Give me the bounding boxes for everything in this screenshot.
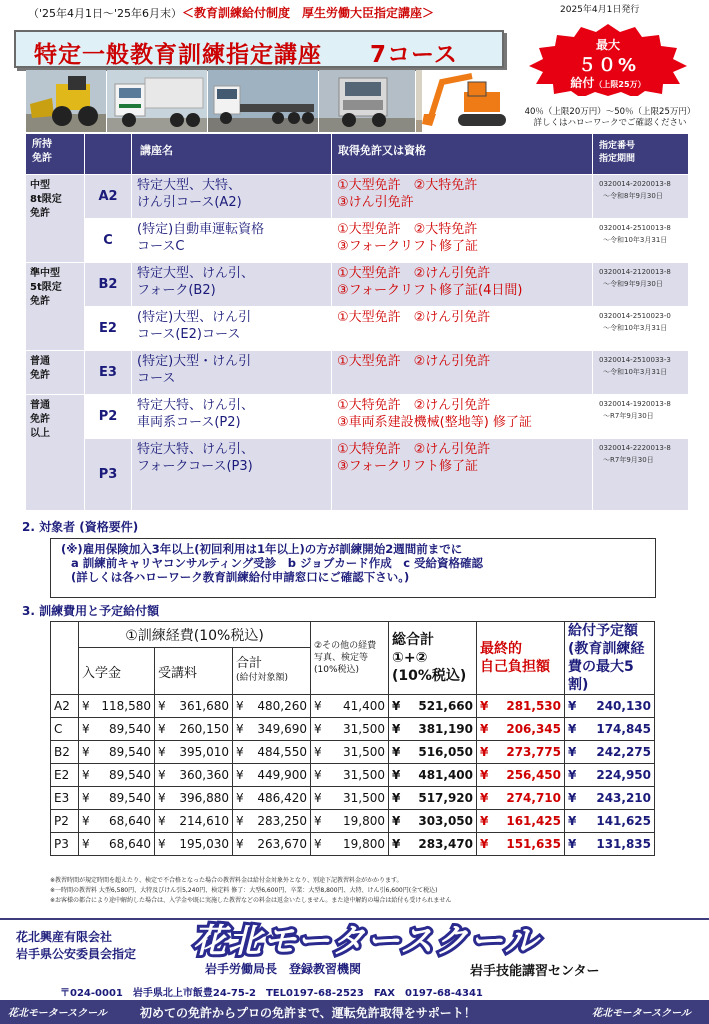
registered-org: 岩手労働局長 登録教習機関 [205, 962, 362, 976]
fee-admission [79, 787, 155, 810]
yen-sign: ¥ [392, 722, 401, 736]
yen-sign: ¥ [236, 768, 244, 782]
fee-row-code [51, 741, 79, 764]
fee-total [389, 787, 477, 810]
fee-benefit [565, 741, 655, 764]
fee-other [311, 695, 389, 718]
course-code: E2 [85, 307, 131, 350]
course-approval [593, 395, 688, 438]
fee-header-admission: 入学金 [79, 648, 155, 695]
yen-sign: ¥ [314, 837, 322, 851]
yen-sign: ¥ [480, 791, 489, 805]
fee-self-pay [477, 695, 565, 718]
fee-table [50, 621, 655, 856]
license-group: 普通 免許 以上 [26, 395, 84, 510]
fee-self-pay [477, 810, 565, 833]
fee-subtotal [233, 810, 311, 833]
fee-subtotal [233, 718, 311, 741]
col-header-license [26, 134, 84, 174]
fee-tuition [155, 810, 233, 833]
yen-sign: ¥ [480, 814, 489, 828]
approval-number: 0320014-2120013-8 [599, 268, 671, 276]
amount: 89,540 [109, 768, 151, 782]
logo-small-left: 花北モータースクール [8, 1008, 107, 1019]
yen-sign: ¥ [236, 837, 244, 851]
fee-header-benefit [565, 622, 655, 695]
fee-subtotal [233, 787, 311, 810]
amount: 41,400 [343, 699, 385, 713]
fee-self-pay [477, 741, 565, 764]
amount: 68,640 [109, 814, 151, 828]
yen-sign: ¥ [568, 699, 577, 713]
course-table [26, 134, 688, 510]
yen-sign: ¥ [158, 745, 166, 759]
fee-other [311, 833, 389, 856]
notes [50, 876, 690, 906]
company-info [16, 929, 136, 963]
flatbed-truck-photo [208, 70, 318, 132]
course-name: (特定)自動車運転資格 コースC [132, 219, 331, 262]
fee-subtotal [233, 695, 311, 718]
amount: 89,540 [109, 791, 151, 805]
note-3: ※お客様の都合により途中解約した場合は、入学金や既に実施した教習などの料金は返金いたしません。また途中解約の場合は給付も受けられません [50, 897, 452, 904]
fee-header-total [389, 622, 477, 695]
amount: 274,710 [506, 791, 561, 805]
yen-sign: ¥ [392, 699, 401, 713]
amount: 396,880 [179, 791, 229, 805]
fee-benefit [565, 833, 655, 856]
course-name: 特定大型、けん引、 フォーク(B2) [132, 263, 331, 306]
course-name: (特定)大型、けん引 コース(E2)コース [132, 307, 331, 350]
yen-sign: ¥ [480, 837, 489, 851]
amount: 242,275 [596, 745, 651, 759]
amount: 151,635 [506, 837, 561, 851]
yen-sign: ¥ [236, 745, 244, 759]
slogan: 初めての免許からプロの免許まで、運転免許取得をサポート！ [140, 1006, 476, 1020]
fee-header-self-pay-text: 最終的 自己負担額 [480, 641, 550, 675]
course-license: ①大型免許 ②けん引免許 [332, 351, 592, 394]
amount: 283,250 [257, 814, 307, 828]
license-group: 中型 8t限定 免許 [26, 175, 84, 262]
amount: 521,660 [418, 699, 473, 713]
fee-row-code [51, 810, 79, 833]
fee-total [389, 810, 477, 833]
yen-sign: ¥ [568, 814, 577, 828]
yen-sign: ¥ [82, 699, 90, 713]
excavator-photo [422, 70, 512, 132]
yen-sign: ¥ [568, 791, 577, 805]
amount: 19,800 [343, 837, 385, 851]
col-header-qualification: 取得免許又は資格 [332, 134, 592, 174]
yen-sign: ¥ [480, 699, 489, 713]
fee-header-subtotal [233, 648, 311, 695]
fee-admission [79, 810, 155, 833]
amount: 195,030 [179, 837, 229, 851]
section3-title: 3. 訓練費用と予定給付額 [22, 604, 160, 618]
fee-header-total-text: 総合計 ①+② (10%税込) [392, 632, 467, 684]
fee-other [311, 718, 389, 741]
fee-row [51, 810, 655, 833]
rate-note [512, 107, 708, 129]
dump-truck-photo [107, 70, 207, 132]
amount: 68,640 [109, 837, 151, 851]
yen-sign: ¥ [568, 745, 577, 759]
fee-header-self-pay [477, 622, 565, 695]
yen-sign: ¥ [158, 699, 166, 713]
amount: 381,190 [418, 722, 473, 736]
amount: 273,775 [506, 745, 561, 759]
yen-sign: ¥ [392, 837, 401, 851]
amount: 31,500 [343, 722, 385, 736]
course-name: 特定大特、けん引、 車両系コース(P2) [132, 395, 331, 438]
amount: 260,150 [179, 722, 229, 736]
col-header-course: 講座名 [132, 134, 331, 174]
amount: 206,345 [506, 722, 561, 736]
approval-number: 0320014-2510013-8 [599, 224, 671, 232]
fee-header-other: ②その他の経費写真、検定等(10%税込) [311, 622, 389, 695]
course-approval [593, 263, 688, 306]
fee-benefit [565, 718, 655, 741]
yen-sign: ¥ [314, 768, 322, 782]
row-code-text: P3 [54, 837, 69, 851]
period-header [28, 4, 434, 21]
skills-center: 岩手技能講習センター [470, 964, 600, 979]
benefit-badge [523, 22, 693, 96]
approval-number: 0320014-2510023-0 [599, 312, 671, 320]
fee-self-pay [477, 787, 565, 810]
course-license: ①大型免許 ②大特免許 ③フォークリフト修了証 [332, 219, 592, 262]
approval-period: 〜R7年9月30日 [603, 412, 654, 420]
yen-sign: ¥ [158, 814, 166, 828]
amount: 131,835 [596, 837, 651, 851]
company-designation: 岩手県公安委員会指定 [16, 947, 137, 961]
fee-subtotal [233, 764, 311, 787]
amount: 263,670 [257, 837, 307, 851]
section2-title: 2. 対象者 (資格要件) [22, 520, 139, 534]
period-text: （'25年4月1日〜'25年6月末） [28, 7, 183, 20]
col-header-code [85, 134, 131, 174]
approval-period: 〜令和10年3月31日 [603, 368, 668, 376]
fee-benefit [565, 787, 655, 810]
amount: 89,540 [109, 745, 151, 759]
yen-sign: ¥ [314, 791, 322, 805]
badge-line3-sub: （上限25万） [594, 80, 646, 89]
page-title: 特定一般教育訓練指定講座 7コース [34, 42, 458, 68]
yen-sign: ¥ [392, 814, 401, 828]
fee-row [51, 764, 655, 787]
yen-sign: ¥ [158, 837, 166, 851]
yen-sign: ¥ [82, 768, 90, 782]
yen-sign: ¥ [392, 791, 401, 805]
target-requirements-box [50, 538, 656, 598]
course-approval [593, 175, 688, 218]
license-group: 普通 免許 [26, 351, 84, 394]
fee-other [311, 764, 389, 787]
yen-sign: ¥ [82, 814, 90, 828]
course-license: ①大型免許 ②けん引免許 [332, 307, 592, 350]
amount: 480,260 [257, 699, 307, 713]
tractor-photo [319, 70, 415, 132]
yen-sign: ¥ [236, 699, 244, 713]
course-code: B2 [85, 263, 131, 306]
license-group: 準中型 5t限定 免許 [26, 263, 84, 350]
amount: 486,420 [257, 791, 307, 805]
fee-header-blank [51, 622, 79, 695]
course-name: 特定大特、けん引、 フォークコース(P3) [132, 439, 331, 510]
approval-period: 〜令和10年3月31日 [603, 236, 668, 244]
yen-sign: ¥ [568, 768, 577, 782]
amount: 141,625 [596, 814, 651, 828]
fee-total [389, 741, 477, 764]
school-logo [185, 920, 705, 958]
amount: 256,450 [506, 768, 561, 782]
yen-sign: ¥ [82, 722, 90, 736]
yen-sign: ¥ [480, 722, 489, 736]
approval-period: 〜令和10年3月31日 [603, 324, 668, 332]
fee-row-code [51, 695, 79, 718]
system-text: ＜教育訓練給付制度 厚生労働大臣指定講座＞ [182, 6, 435, 20]
fee-benefit [565, 695, 655, 718]
school-logo-text [185, 920, 705, 958]
amount: 118,580 [101, 699, 151, 713]
fee-header-training-cost: ①訓練経費(10%税込) [79, 622, 311, 648]
amount: 517,920 [418, 791, 473, 805]
course-name: 特定大型、大特、 けん引コース(A2) [132, 175, 331, 218]
fee-row [51, 741, 655, 764]
amount: 19,800 [343, 814, 385, 828]
yen-sign: ¥ [314, 722, 322, 736]
amount: 360,360 [179, 768, 229, 782]
row-code-text: A2 [54, 699, 70, 713]
fee-admission [79, 695, 155, 718]
fee-subtotal [233, 741, 311, 764]
fee-row [51, 787, 655, 810]
fee-other [311, 810, 389, 833]
target-line3: (詳しくは各ハローワーク教育訓練給付申請窓口にご確認下さい。) [71, 570, 410, 584]
amount: 281,530 [506, 699, 561, 713]
logo-text: 花北モータースクール [193, 921, 540, 958]
row-code-text: P2 [54, 814, 69, 828]
rate-note-line1: 40％（上限20万円）〜50％（上限25万円） [524, 107, 696, 117]
course-name: (特定)大型・けん引 コース [132, 351, 331, 394]
fee-header-tuition: 受講料 [155, 648, 233, 695]
amount: 214,610 [179, 814, 229, 828]
badge-line3 [523, 74, 693, 91]
row-code-text: C [54, 722, 63, 736]
course-license: ①大特免許 ②けん引免許 ③フォークリフト修了証 [332, 439, 592, 510]
note-1: ※教習時間が規定時間を超えたり、検定で不合格となった場合の教習料金は給付金対象外となり、別途下記教習料金がかかります。 [50, 877, 403, 884]
amount: 395,010 [179, 745, 229, 759]
logo-small-right: 花北モータースクール [592, 1008, 691, 1019]
fee-total [389, 764, 477, 787]
fee-row-code [51, 833, 79, 856]
course-license: ①大型免許 ②大特免許 ③けん引免許 [332, 175, 592, 218]
course-approval [593, 307, 688, 350]
fee-total [389, 833, 477, 856]
amount: 174,845 [596, 722, 651, 736]
fee-row [51, 695, 655, 718]
amount: 31,500 [343, 791, 385, 805]
amount: 484,550 [257, 745, 307, 759]
approval-number: 0320014-2220013-8 [599, 444, 671, 452]
fee-tuition [155, 741, 233, 764]
fee-tuition [155, 718, 233, 741]
fee-self-pay [477, 764, 565, 787]
fee-header-subtotal-text: 合計 [236, 656, 263, 672]
approval-number: 0320014-2020013-8 [599, 180, 671, 188]
approval-number: 0320014-2510033-3 [599, 356, 671, 364]
yen-sign: ¥ [158, 791, 166, 805]
amount: 516,050 [418, 745, 473, 759]
yen-sign: ¥ [480, 745, 489, 759]
amount: 161,425 [506, 814, 561, 828]
yen-sign: ¥ [314, 814, 322, 828]
fee-tuition [155, 695, 233, 718]
yen-sign: ¥ [82, 837, 90, 851]
yen-sign: ¥ [392, 768, 401, 782]
yen-sign: ¥ [158, 722, 166, 736]
fee-self-pay [477, 833, 565, 856]
course-license: ①大型免許 ②けん引免許 ③フォークリフト修了証(4日間) [332, 263, 592, 306]
fee-tuition [155, 764, 233, 787]
fee-other [311, 787, 389, 810]
approval-period: 〜令和8年9月30日 [603, 192, 663, 200]
fee-self-pay [477, 718, 565, 741]
company-name: 花北興産有限会社 [16, 930, 113, 944]
yen-sign: ¥ [392, 745, 401, 759]
yen-sign: ¥ [82, 791, 90, 805]
amount: 224,950 [596, 768, 651, 782]
course-approval [593, 351, 688, 394]
yen-sign: ¥ [236, 791, 244, 805]
fee-admission [79, 833, 155, 856]
fee-admission [79, 718, 155, 741]
contact-address: 〒024-0001 岩手県北上市飯豊24-75-2 TEL0197-68-2523 FAX 0197-68-4341 [60, 988, 483, 999]
approval-number: 0320014-1920013-8 [599, 400, 671, 408]
publish-date: 2025年4月1日発行 [560, 5, 640, 15]
fee-admission [79, 764, 155, 787]
yen-sign: ¥ [158, 768, 166, 782]
fee-other [311, 741, 389, 764]
fee-benefit [565, 810, 655, 833]
wheel-loader-photo [26, 70, 106, 132]
fee-row [51, 718, 655, 741]
yen-sign: ¥ [568, 837, 577, 851]
fee-header-benefit-text: 給付予定額 (教育訓練経費の最大5割) [568, 623, 645, 693]
fee-benefit [565, 764, 655, 787]
target-line1: (※)雇用保険加入3年以上(初回利用は1年以上)の方が訓練開始2週間前までに [61, 542, 463, 556]
fee-admission [79, 741, 155, 764]
fee-row [51, 833, 655, 856]
title-box [14, 30, 504, 68]
amount: 349,690 [257, 722, 307, 736]
fee-body [51, 695, 655, 856]
amount: 283,470 [418, 837, 473, 851]
yen-sign: ¥ [236, 814, 244, 828]
fee-row-code [51, 718, 79, 741]
fee-subtotal [233, 833, 311, 856]
row-code-text: E3 [54, 791, 70, 805]
course-code: A2 [85, 175, 131, 218]
approval-period: 〜R7年9月30日 [603, 456, 654, 464]
fee-row-code [51, 787, 79, 810]
fee-total [389, 718, 477, 741]
amount: 449,900 [257, 768, 307, 782]
course-code: C [85, 219, 131, 262]
badge-line3-main: 給付 [570, 76, 595, 90]
badge-line1: 最大 [595, 38, 620, 52]
amount: 31,500 [343, 745, 385, 759]
amount: 361,680 [179, 699, 229, 713]
target-line2: a 訓練前キャリヤコンサルティング受診 b ジョブカード作成 c 受給資格確認 [71, 556, 484, 570]
course-license: ①大特免許 ②けん引免許 ③車両系建設機械(整地等) 修了証 [332, 395, 592, 438]
yen-sign: ¥ [314, 745, 322, 759]
amount: 89,540 [109, 722, 151, 736]
fee-tuition [155, 787, 233, 810]
badge-line2: ５０% [577, 55, 639, 76]
yen-sign: ¥ [568, 722, 577, 736]
col-header-approval [593, 134, 688, 174]
col-header-approval-text: 指定番号 指定期間 [599, 141, 636, 164]
note-2: ※一時間の教習料 大型6,580円、大特及びけん引5,240円、検定料 修了：大型6,600円、卒業：大型8,800円、大特、けん引6,600円(全て税込) [50, 887, 438, 894]
yen-sign: ¥ [82, 745, 90, 759]
yen-sign: ¥ [236, 722, 244, 736]
yen-sign: ¥ [480, 768, 489, 782]
amount: 243,210 [596, 791, 651, 805]
course-code: P2 [85, 395, 131, 438]
course-approval [593, 219, 688, 262]
course-code: E3 [85, 351, 131, 394]
row-code-text: B2 [54, 745, 70, 759]
yen-sign: ¥ [314, 699, 322, 713]
amount: 303,050 [418, 814, 473, 828]
fee-header-subtotal-sub: (給付対象額) [236, 673, 289, 684]
col-header-license-text: 所持 免許 [32, 139, 52, 164]
course-approval [593, 439, 688, 510]
rate-note-line2: 詳しくはハローワークでご確認ください [533, 118, 687, 128]
amount: 481,400 [418, 768, 473, 782]
fee-total [389, 695, 477, 718]
amount: 31,500 [343, 768, 385, 782]
amount: 240,130 [596, 699, 651, 713]
fee-row-code [51, 764, 79, 787]
approval-period: 〜令和9年9月30日 [603, 280, 663, 288]
course-code: P3 [85, 439, 131, 510]
fee-tuition [155, 833, 233, 856]
row-code-text: E2 [54, 768, 70, 782]
